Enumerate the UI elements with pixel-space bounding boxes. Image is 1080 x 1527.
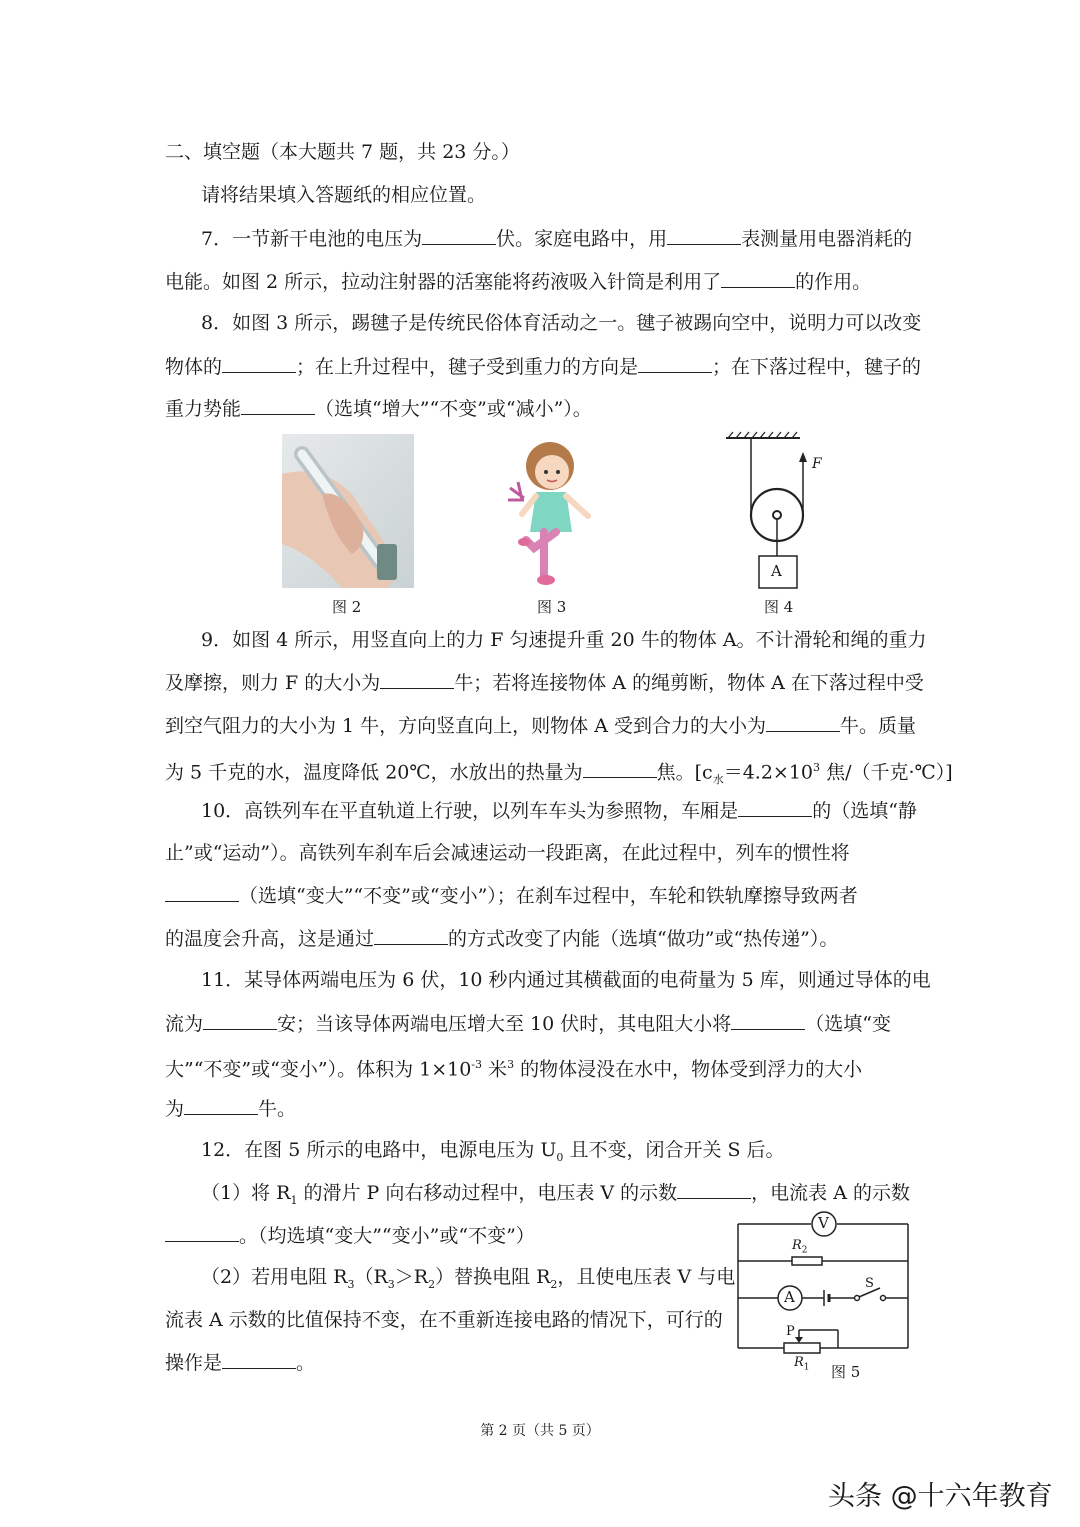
fig5-switch-label: S <box>865 1276 874 1291</box>
section-title: 二、填空题（本大题共 7 题，共 23 分。） <box>165 141 520 163</box>
q8-line2: 物体的 ；在上升过程中，毽子受到重力的方向是 ；在下落过程中，毽子的 <box>165 356 922 378</box>
q11-blank-2[interactable] <box>731 1011 805 1030</box>
figure-4-caption: 图 4 <box>764 598 794 616</box>
figure-3-girl-kicking-shuttlecock <box>500 436 600 588</box>
q12-blank-1[interactable] <box>677 1180 751 1199</box>
figure-5-circuit-diagram <box>730 1208 912 1382</box>
figure-4-force-label: F <box>812 456 822 472</box>
page-footer: 第 2 页（共 5 页） <box>480 1423 600 1439</box>
q10-line4: 的温度会升高，这是通过 的方式改变了内能（选填“做功”或“热传递”）。 <box>165 928 839 950</box>
q11-line2: 流为 安；当该导体两端电压增大至 10 伏时，其电阻大小将 （选填“变 <box>165 1013 891 1035</box>
q9-line4: 为 5 千克的水，温度降低 20℃，水放出的热量为 焦。[$c_水=4.2\times 10^3$ 焦/（千克·℃）] <box>165 761 953 787</box>
q7-line1: 7．一节新干电池的电压为 伏。家庭电路中，用 表测量用电器消耗的 <box>201 228 913 250</box>
q10-blank-3[interactable] <box>374 926 448 945</box>
q9-line2: 及摩擦，则力 F 的大小为 牛；若将连接物体 A 的绳剪断，物体 A 在下落过程中受 <box>165 672 924 694</box>
figure-4-block-label: A <box>771 562 782 580</box>
q12-line1: 12．在图 5 所示的电路中，电源电压为 $U_0$ 且不变，闭合开关 S 后。 <box>201 1139 785 1164</box>
q11-line3: 大”“不变”或“变小”）。体积为 $1\times 10^{-3}$ 米$^3$ 的物体浸没在水中，物体受到浮力的大小 <box>165 1058 863 1081</box>
q9-blank-3[interactable] <box>583 759 657 778</box>
q8-blank-3[interactable] <box>241 396 315 415</box>
figure-3-caption: 图 3 <box>537 598 567 616</box>
fig5-r2-label: $R_2$ <box>792 1238 808 1256</box>
q8-blank-1[interactable] <box>222 354 296 373</box>
q10-line3: （选填“变大”“不变”或“变小”）；在刹车过程中，车轮和铁轨摩擦导致两者 <box>165 883 858 908</box>
fig5-voltmeter-label: V <box>818 1214 829 1232</box>
q11-line1: 11．某导体两端电压为 6 伏，10 秒内通过其横截面的电荷量为 5 库，则通过导体的电 <box>201 969 931 991</box>
fig5-ammeter-label: A <box>784 1288 795 1306</box>
q12-part2-line1: （2）若用电阻 $R_3(R_3>R_2)$替换电阻 $R_2$，且使电压表 V 与电 <box>201 1266 736 1291</box>
q7-line2: 电能。如图 2 所示，拉动注射器的活塞能将药液吸入针筒是利用了 的作用。 <box>165 271 872 293</box>
q8-line3: 重力势能 （选填“增大”“不变”或“减小”）。 <box>165 398 592 420</box>
q10-blank-2[interactable] <box>165 883 239 902</box>
watermark: 头条 @十六年教育 <box>828 1481 1053 1512</box>
q11-blank-1[interactable] <box>203 1011 277 1030</box>
q10-blank-1[interactable] <box>738 798 812 817</box>
q9-blank-1[interactable] <box>380 670 454 689</box>
q8-blank-2[interactable] <box>638 354 712 373</box>
q7-blank-2[interactable] <box>667 226 741 245</box>
q9-blank-2[interactable] <box>766 713 840 732</box>
figure-2-syringe-photo <box>282 434 414 588</box>
q10-line1: 10．高铁列车在平直轨道上行驶，以列车车头为参照物，车厢是 的（选填“静 <box>201 800 917 822</box>
q8-line1: 8．如图 3 所示，踢毽子是传统民俗体育活动之一。毽子被踢向空中，说明力可以改变 <box>201 312 922 334</box>
figure-2-caption: 图 2 <box>332 598 362 616</box>
q12-part2-line3: 操作是 。 <box>165 1352 316 1374</box>
q12-blank-2[interactable] <box>165 1223 239 1242</box>
figure-5-caption: 图 5 <box>831 1363 861 1381</box>
q12-part1-line2: 。（均选填“变大”“变小”或“不变”） <box>165 1223 535 1248</box>
q7-blank-1[interactable] <box>422 226 496 245</box>
q12-blank-3[interactable] <box>222 1350 296 1369</box>
fig5-r1-label: $R_1$ <box>794 1355 810 1373</box>
q11-blank-3[interactable] <box>184 1096 258 1115</box>
section-instruction: 请将结果填入答题纸的相应位置。 <box>201 184 487 206</box>
q12-part2-line2: 流表 A 示数的比值保持不变，在不重新连接电路的情况下，可行的 <box>165 1309 723 1331</box>
q9-line3: 到空气阻力的大小为 1 牛，方向竖直向上，则物体 A 受到合力的大小为 牛。质量 <box>165 715 916 737</box>
q11-line4: 为 牛。 <box>165 1098 297 1120</box>
figure-4-pulley-diagram <box>720 430 830 594</box>
q12-part1-line1: （1）将 $R_1$ 的滑片 P 向右移动过程中，电压表 V 的示数 ，电流表 A 的示数 <box>201 1182 910 1207</box>
q10-line2: 止”或“运动”）。高铁列车刹车后会减速运动一段距离，在此过程中，列车的惯性将 <box>165 842 850 864</box>
q9-line1: 9．如图 4 所示，用竖直向上的力 F 匀速提升重 20 牛的物体 A。不计滑轮和绳的重力 <box>201 629 927 651</box>
fig5-slider-label: P <box>786 1324 795 1339</box>
q7-blank-3[interactable] <box>721 269 795 288</box>
